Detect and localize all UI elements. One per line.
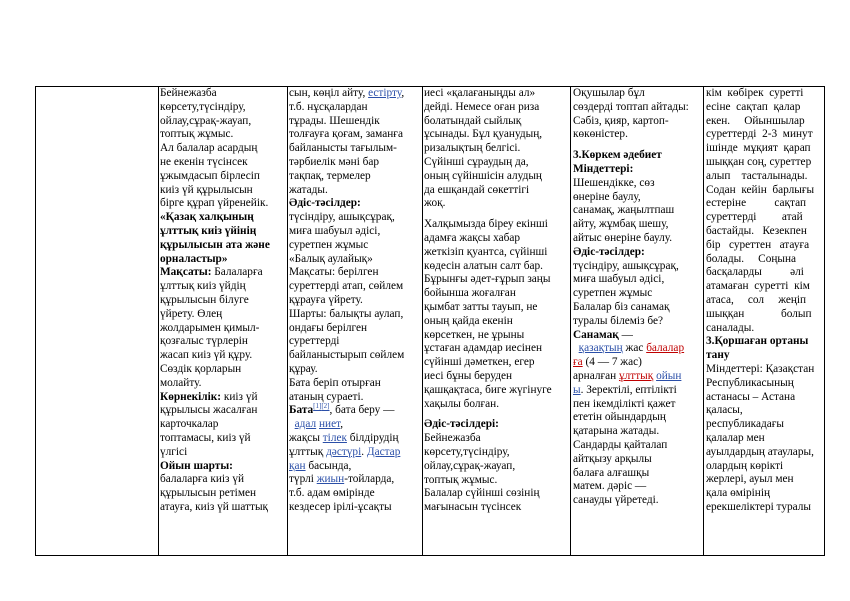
text-line: -тойларда, xyxy=(344,473,395,486)
text-line: Шарты: балықты аулап, xyxy=(289,307,404,320)
text-line: оның қайда екенін xyxy=(424,314,513,327)
text-line: бір суреттен атауға xyxy=(706,238,810,251)
text-line: айтқызу арқылы xyxy=(573,452,652,465)
link-oiyn[interactable]: ойын xyxy=(656,369,682,382)
text-line: алып тасталынады. xyxy=(706,169,808,182)
text-line: тәрбиелік мәні бар xyxy=(289,155,380,168)
text-line: балаларға киіз үй xyxy=(160,473,245,486)
text-line: киіз үй құрылысын xyxy=(160,183,253,196)
text-line: айту, жұмбақ шешу, xyxy=(573,218,669,231)
text-line: қозғалыс түрлерін xyxy=(160,335,248,348)
text-line: жоқ. xyxy=(424,197,446,210)
link-kazakh[interactable]: қазақтың xyxy=(578,342,623,355)
text-line: құрылысын ата және xyxy=(160,238,270,251)
text-line: сүйінші дәметкен, егер xyxy=(424,356,535,369)
link-estirtu[interactable]: естірту xyxy=(368,87,402,99)
text-line: атаның сураеті. xyxy=(289,390,364,403)
text-line: суреттерді атап, сөйлем xyxy=(289,280,404,293)
text-line: ризалықтың белгісі. xyxy=(424,142,521,155)
text-line: шыққан соң, суреттер xyxy=(706,155,812,168)
text-line: Міндеттері: Қазақстан xyxy=(706,362,815,375)
link-dasturi[interactable]: дәстүрі xyxy=(326,445,362,458)
text-line: Республикасының xyxy=(706,376,794,389)
link-tilek[interactable]: тілек xyxy=(322,431,347,444)
text-line: жерлері, ауыл мен xyxy=(706,473,794,486)
column-1-text xyxy=(160,87,285,515)
link-ulttyk[interactable]: ұлттық xyxy=(618,369,654,382)
text-line: болады. Соңына xyxy=(706,252,797,265)
text-line: жатады. xyxy=(289,183,328,196)
text-line: , xyxy=(340,418,344,431)
text-line: суреттерді 2-3 минут xyxy=(706,128,813,141)
text-line: миға шабуыл әдісі, xyxy=(289,224,381,237)
text-line: басында, xyxy=(305,459,352,472)
text-line: ұжымдасып бірлесіп xyxy=(160,169,260,182)
text-line: , бата беру — xyxy=(329,404,395,417)
text-line: адамға жақсы хабар xyxy=(424,231,521,244)
text-line: иесі бұны беруден xyxy=(424,369,513,382)
text-line: Бұрынғы әдет-ғұрып заңы xyxy=(424,273,551,286)
text-line: түсіндіру, ашықсұрақ, xyxy=(573,259,679,272)
text-line: кездесер ірілі-ұсақты xyxy=(289,500,392,513)
text-line: атамаған суретті кім xyxy=(706,280,810,293)
text-line: Ойын шарты: xyxy=(160,459,233,472)
text-line: дейді. Немесе оған риза xyxy=(424,100,540,113)
text-line: Бата беріп отырған xyxy=(289,376,381,389)
column-4-text xyxy=(573,87,701,508)
text-line: карточкалар xyxy=(160,418,219,431)
text-line: топтық жұмыс. xyxy=(160,128,234,141)
text-line: иесі «қалағаныңды ал» xyxy=(424,87,536,99)
text-line: олардың көрікті xyxy=(706,459,784,472)
column-2-text xyxy=(289,87,420,515)
text-line: толғауға қоғам, заманға xyxy=(289,128,403,141)
column-divider xyxy=(287,87,288,555)
text-line: түсіндіру, ашықсұрақ, xyxy=(289,211,395,224)
text-line: Шешендікке, сөз xyxy=(573,176,655,189)
text-line: сын, көңіл айту, xyxy=(289,87,369,99)
text-line: оның сүйіншісін алудың xyxy=(424,169,542,182)
column-5-text xyxy=(706,87,824,515)
text-line: өнеріне баулу, xyxy=(573,190,641,203)
text-line: болатындай сыйлық xyxy=(424,114,522,127)
text-line: байланысты тағылым- xyxy=(289,142,397,155)
text-line: қаласы, xyxy=(706,404,743,417)
column-divider xyxy=(703,87,704,555)
text-line: ұстаған адамдар иесінен xyxy=(424,342,543,355)
text-line: молайту. xyxy=(160,376,202,389)
text-line: ойлау,сұрақ-жауап, xyxy=(160,114,252,127)
text-line: жақсы xyxy=(289,431,323,444)
text-line: қалалар мен xyxy=(706,431,765,444)
text-line: суретпен жұмыс xyxy=(573,287,653,300)
text-line: Ал балалар асардың xyxy=(160,142,258,155)
text-line: т.б. нұсқалардан xyxy=(289,100,368,113)
text-line: Оқушылар бұл xyxy=(573,87,645,99)
text-line: ерекшеліктері туралы xyxy=(706,500,811,513)
text-line: не екенін түсінсек xyxy=(160,155,248,168)
text-line: миға шабуыл әдісі, xyxy=(573,273,665,286)
text-line: ұсынады. Бұл қуанудың, xyxy=(424,128,543,141)
text-line: үлгісі xyxy=(160,445,188,458)
text-line: ететін ойындардың xyxy=(573,411,666,424)
text-line: «Қазақ халқының xyxy=(160,211,254,224)
text-line: да ешқандай сөкеттігі xyxy=(424,183,530,196)
footnote-link[interactable]: [2] xyxy=(321,402,330,411)
text-line: санауды үйретеді. xyxy=(573,494,659,507)
text-line: ондағы берілген xyxy=(289,321,368,334)
section-heading: 3.Көркем әдебиет xyxy=(573,149,662,162)
link-balalar[interactable]: балалар xyxy=(646,342,685,355)
methods-heading: Әдіс-тәсілдері: xyxy=(424,418,499,431)
text-line: саналады. xyxy=(706,321,755,334)
text-line: айтыс өнеріне баулу. xyxy=(573,231,673,244)
link-dastarkhan[interactable]: Дастар xyxy=(366,445,401,458)
text-line: кім көбірек суретті xyxy=(706,87,804,99)
text-line: Мақсаты: берілген xyxy=(289,266,379,279)
text-line: көдесін алатын салт бар. xyxy=(424,259,543,272)
text-line: республикадағы xyxy=(706,418,784,431)
text-line: орналастыр» xyxy=(160,252,228,265)
text-line: байланыстырып сөйлем xyxy=(289,349,405,362)
text-line: Сәбіз, қияр, картоп- xyxy=(573,114,669,127)
text-line: ұлттық киіз үйінің xyxy=(160,224,257,237)
text-line: тақпақ, термелер xyxy=(289,169,371,182)
text-line: білдірудің xyxy=(346,431,399,444)
section-heading: тану xyxy=(706,349,730,362)
text-line: бірге құрап үйренейік. xyxy=(160,197,269,210)
text-line: тұрады. Шешендік xyxy=(289,114,380,127)
text-line: — xyxy=(618,328,633,341)
footnote-link[interactable]: [1] xyxy=(313,402,322,411)
text-line: санамақ, жаңылтпаш xyxy=(573,204,675,217)
text-line: «Балық аулайық» xyxy=(289,252,373,265)
text-line: құрылысын білуге xyxy=(160,293,249,306)
text-line: хақылы болған. xyxy=(424,397,500,410)
link-balalar[interactable]: ға xyxy=(573,356,583,369)
section-heading: 3.Қоршаған ортаны xyxy=(706,335,809,348)
methods-heading: Әдіс-тәсілдер: xyxy=(573,245,645,258)
text-line: көрсету,түсіндіру, xyxy=(160,100,246,113)
text-line: туралы білеміз бе? xyxy=(573,314,663,327)
text-line: құрау. xyxy=(289,362,318,375)
column-divider xyxy=(570,87,571,555)
link-adal[interactable]: адал xyxy=(294,418,317,431)
link-dastarkhan[interactable]: қан xyxy=(289,459,306,472)
lesson-table xyxy=(35,86,825,556)
text-line: Көрнекілік: киіз үй xyxy=(160,390,258,403)
text-line: басқаларды әлі xyxy=(706,266,804,279)
text-line: құрылысын ретімен xyxy=(160,487,257,500)
text-line: қатарына жатады. xyxy=(573,425,660,438)
text-line: балаға алғашқы xyxy=(573,466,650,479)
link-zhyn[interactable]: жиын xyxy=(316,473,345,486)
text-line: (4 — 7 жас) xyxy=(582,356,642,369)
text-line: Балалар сүйінші сөзінің xyxy=(424,487,540,500)
text-line: ауылдардың атаулары, xyxy=(706,445,814,458)
methods-heading: Әдіс-тәсілдер: xyxy=(289,197,361,210)
text-line: жолдарымен қимыл- xyxy=(160,321,260,334)
text-line: Халқымызда біреу екінші xyxy=(424,218,548,231)
text-line: суреттерді xyxy=(289,335,340,348)
text-line: ұлттық xyxy=(289,445,327,458)
link-niet[interactable]: ниет xyxy=(319,418,341,431)
text-line: пен ікемділікті қажет xyxy=(573,397,676,410)
text-line: көкөністер. xyxy=(573,128,628,141)
text-line: есіне сақтап қалар xyxy=(706,100,801,113)
text-line: Сөздік қорларын xyxy=(160,362,242,375)
text-line: ойлау,сұрақ-жауап, xyxy=(424,459,516,472)
text-line: арналған xyxy=(573,369,619,382)
tasks-heading: Міндеттері: xyxy=(573,162,634,175)
text-line: Мақсаты: Балаларға xyxy=(160,266,263,279)
sanamak-term: Санамақ xyxy=(573,328,619,341)
text-line: қашқақтаса, биге жүгінуге xyxy=(424,383,552,396)
text-line: мағынасын түсінсек xyxy=(424,501,522,514)
text-line: атаса, сол жеңіп xyxy=(706,293,807,306)
text-line: жас xyxy=(622,342,647,355)
text-line: шыққан болып xyxy=(706,307,812,320)
text-line: көрсеткен, не ұрыны xyxy=(424,328,525,341)
column-3-text xyxy=(424,87,568,515)
text-line: үйрету. Өлең xyxy=(160,307,223,320)
text-line: суреттерді атай xyxy=(706,211,803,224)
text-line: бойынша жоғалған xyxy=(424,287,516,300)
text-line: қала өмірінің xyxy=(706,487,771,500)
bata-term: Бата xyxy=(289,404,314,417)
text-line: астанасы – Астана xyxy=(706,390,796,403)
link-oiyn[interactable]: ы xyxy=(573,383,581,396)
text-line: естеріне сақтап xyxy=(706,197,806,210)
text-line: Сандарды қайталап xyxy=(573,438,668,451)
text-line: екен. Ойыншылар xyxy=(706,114,805,127)
text-line: Бейнежазба xyxy=(424,432,481,445)
text-line: Содан кейін барлығы xyxy=(706,183,815,196)
column-divider xyxy=(422,87,423,555)
text-line: бастайды. Кезекпен xyxy=(706,224,807,237)
text-line: құрауға үйрету. xyxy=(289,293,363,306)
text-line: ішінде мұқият қарап xyxy=(706,142,811,155)
text-line: топтамасы, киіз үй xyxy=(160,431,251,444)
text-line: ұлттық киіз үйдің xyxy=(160,280,246,293)
text-line: түрлі xyxy=(289,473,317,486)
text-line: сөздерді топтап айтады: xyxy=(573,100,689,113)
text-line: Бейнежазба xyxy=(160,87,217,99)
text-line: , xyxy=(401,87,405,99)
column-divider xyxy=(158,87,159,555)
text-line: Балалар біз санамақ xyxy=(573,300,670,313)
text-line: көрсету,түсіндіру, xyxy=(424,445,510,458)
text-line: құрылысы жасалған xyxy=(160,404,258,417)
text-line: суретпен жұмыс xyxy=(289,238,369,251)
text-line: Сүйінші сұраудың да, xyxy=(424,155,529,168)
text-line: топтық жұмыс. xyxy=(424,473,498,486)
text-line: матем. дәріс — xyxy=(573,480,647,493)
text-line: атауға, киіз үй шаттық xyxy=(160,500,269,513)
text-line: жасап киіз үй құру. xyxy=(160,349,253,362)
text-line: . xyxy=(361,445,367,458)
text-line: т.б. адам өмірінде xyxy=(289,487,375,500)
text-line: . Зеректілі, ептілікті xyxy=(580,383,677,396)
text-line: жеткізіп қуантса, сүйінші xyxy=(424,245,548,258)
text-line: қымбат затты тауып, не xyxy=(424,300,538,313)
